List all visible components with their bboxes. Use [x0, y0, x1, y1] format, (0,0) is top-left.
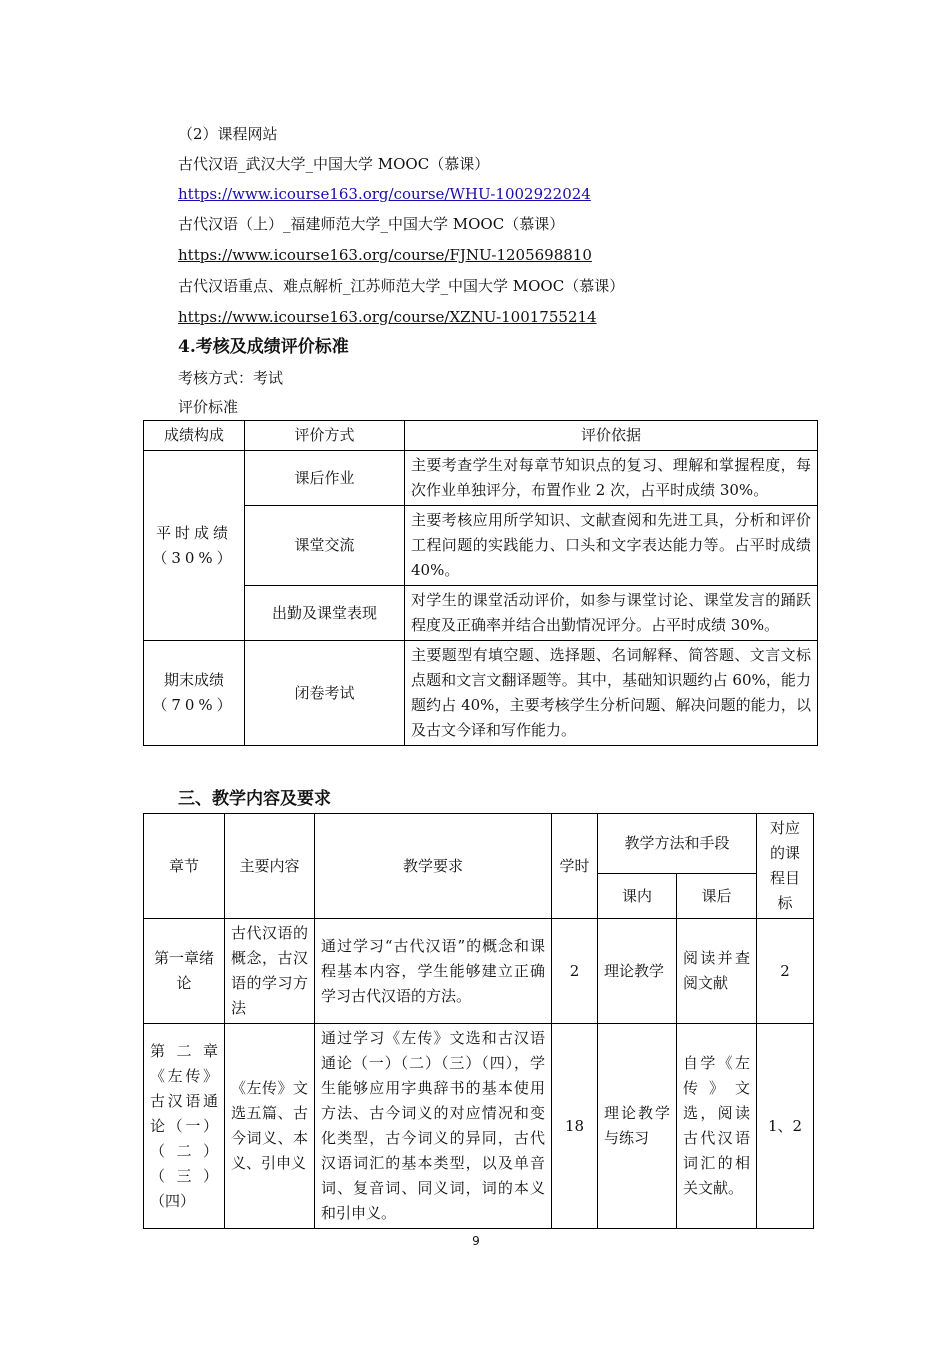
main-content-cell: 古代汉语的概念，古汉语的学习方法: [225, 919, 315, 1024]
header-method: 评价方式: [245, 421, 405, 451]
chapter-cell: 第二章《左传》古汉语通论（一）（二）（三）（四）: [144, 1024, 225, 1229]
course-link-xznu[interactable]: https://www.icourse163.org/course/XZNU-1001755214: [178, 308, 597, 326]
basis-cell: 对学生的课堂活动评价，如参与课堂讨论、课堂发言的踊跃程度及正确率并结合出勤情况评分。占平时成绩 30%。: [405, 586, 818, 641]
main-content-cell: 《左传》文选五篇、古今词义、本义、引申义: [225, 1024, 315, 1229]
header-in-class: 课内: [598, 874, 677, 919]
header-main: 主要内容: [225, 814, 315, 919]
content-table: [143, 813, 814, 1229]
basis-cell: 主要考核应用所学知识、文献查阅和先进工具，分析和评价工程问题的实践能力、口头和文字表达能力等。占平时成绩 40%。: [405, 506, 818, 586]
header-after-class: 课后: [677, 874, 757, 919]
group-final: [144, 641, 245, 746]
course-title-xznu: 古代汉语重点、难点解析_江苏师范大学_中国大学 MOOC（慕课）: [178, 277, 625, 295]
group-pct: （30%）: [152, 548, 236, 567]
in-class-cell: 理论教学与练习: [598, 1024, 677, 1229]
method-cell: 闭卷考试: [245, 641, 405, 746]
assessment-heading: 4.考核及成绩评价标准: [178, 337, 349, 357]
table-row: [144, 586, 818, 641]
course-title-whu: 古代汉语_武汉大学_中国大学 MOOC（慕课）: [178, 155, 490, 173]
basis-cell: 主要题型有填空题、选择题、名词解释、简答题、文言文标点题和文言文翻译题等。其中，基础知识题约占 60%，能力题约占 40%，主要考核学生分析问题、解决问题的能力，以及古文今译和写作能力。: [405, 641, 818, 746]
table-row: [144, 451, 818, 506]
table-row: [144, 506, 818, 586]
hours-cell: 2: [552, 919, 598, 1024]
content-heading: 三、教学内容及要求: [178, 789, 331, 809]
assessment-table: [143, 420, 818, 746]
in-class-cell: 理论教学: [598, 919, 677, 1024]
criteria-label: 评价标准: [178, 398, 239, 416]
course-link-fjnu[interactable]: https://www.icourse163.org/course/FJNU-1205698810: [178, 246, 592, 264]
group-usual: [144, 451, 245, 641]
header-methods: 教学方法和手段: [598, 814, 757, 874]
header-target: 对应的课程目标: [757, 814, 814, 919]
page-number: 9: [472, 1234, 480, 1248]
target-cell: 2: [757, 919, 814, 1024]
chapter-cell: 第一章绪论: [144, 919, 225, 1024]
requirement-cell: 通过学习“古代汉语”的概念和课程基本内容，学生能够建立正确学习古代汉语的方法。: [315, 919, 552, 1024]
assessment-method: 考核方式：考试: [178, 369, 284, 387]
header-hours: 学时: [552, 814, 598, 919]
basis-cell: 主要考查学生对每章节知识点的复习、理解和掌握程度，每次作业单独评分，布置作业 2 次，占平时成绩 30%。: [405, 451, 818, 506]
group-name: 平时成绩: [155, 523, 232, 542]
group-name: 期末成绩: [163, 671, 224, 689]
table-header-row: [144, 814, 814, 874]
method-cell: 课后作业: [245, 451, 405, 506]
header-chapter: 章节: [144, 814, 225, 919]
method-cell: 课堂交流: [245, 506, 405, 586]
after-class-cell: 阅读并查阅文献: [677, 919, 757, 1024]
table-row: [144, 919, 814, 1024]
hours-cell: 18: [552, 1024, 598, 1229]
after-class-cell: 自学《左传》文选，阅读古代汉语词汇的相关文献。: [677, 1024, 757, 1229]
group-pct: （70%）: [152, 696, 236, 714]
table-row: [144, 641, 818, 746]
course-title-fjnu: 古代汉语（上）_福建师范大学_中国大学 MOOC（慕课）: [178, 215, 565, 233]
header-requirement: 教学要求: [315, 814, 552, 919]
table-header-row: [144, 421, 818, 451]
table-row: [144, 1024, 814, 1229]
header-composition: 成绩构成: [144, 421, 245, 451]
target-cell: 1、2: [757, 1024, 814, 1229]
method-cell: 出勤及课堂表现: [245, 586, 405, 641]
requirement-cell: 通过学习《左传》文选和古汉语通论（一）（二）（三）（四），学生能够应用字典辞书的基本使用方法、古今词义的对应情况和变化类型，古今词义的异同，古代汉语词汇的基本类型，以及单音词、复音词、同义词，词的本义和引申义。: [315, 1024, 552, 1229]
website-label: （2）课程网站: [178, 125, 278, 143]
course-link-whu[interactable]: https://www.icourse163.org/course/WHU-1002922024: [178, 185, 591, 203]
header-basis: 评价依据: [405, 421, 818, 451]
